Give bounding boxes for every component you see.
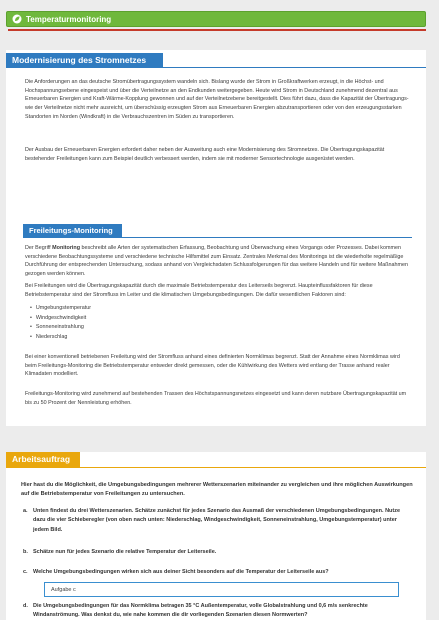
task-c: [23, 568, 409, 577]
factor-list: [30, 304, 91, 342]
term-monitoring: Monitoring: [52, 245, 81, 251]
list-item: • Niederschlag: [30, 333, 91, 343]
assignment-card: [6, 452, 426, 620]
section-heading-modernisierung: Modernisierung des Stromnetzes: [6, 53, 163, 67]
app-header-bar: [6, 11, 426, 27]
paragraph: Freileitungs-Monitoring wird zunehmend auf bestehenden Trassen des Höchstspannungsnetzes eingesetzt und kann deren nutzbare Übertragungskapazität um bis zu 50 Prozent der Nennleistung erhöhen.: [25, 391, 407, 406]
task-b: [23, 548, 409, 557]
leaf-icon: [12, 14, 22, 24]
assignment-intro: Hier hast du die Möglichkeit, die Umgebungsbedingungen mehrerer Wetterszenarien miteinander zu vergleichen und ihre möglichen Auswirkungen auf die Betriebstemperatur von Freileitungen zu untersuchen.: [21, 482, 413, 497]
task-label: c.: [23, 569, 28, 575]
list-item: • Umgebungstemperatur: [30, 304, 91, 314]
paragraph: Bei Freileitungen wird die Übertragungskapazität durch die maximale Betriebstemperatur des Leiterseils begrenzt. Haupteinflussfaktoren für diese Betriebstemperatur sind der Stromfluss im Leiter und die klimatischen Umgebungsbedingungen. Die dafür wesentlichen Faktoren sind:: [25, 283, 373, 298]
task-d: [23, 602, 409, 620]
list-item: • Sonneneinstrahlung: [30, 323, 91, 333]
list-item: • Windgeschwindigkeit: [30, 314, 91, 324]
section-heading-arbeitsauftrag: Arbeitsauftrag: [6, 452, 80, 467]
task-label: d.: [23, 603, 28, 609]
info-card: [6, 50, 426, 426]
paragraph: [25, 244, 409, 279]
task-text: Schätze nun für jedes Szenario die relative Temperatur der Leiterseile.: [33, 549, 217, 555]
task-text: Die Umgebungsbedingungen für das Normklima betragen 35 °C Außentemperatur, volle Globalstrahlung und 0,6 m/s senkrechte Windanströmung. Was denkst du, wie nahe kommen die dir vorliegenden Szenarien diesen Normwerten?: [33, 603, 368, 619]
header-accent-line: [8, 29, 426, 31]
divider: [6, 467, 426, 468]
paragraph-text: Der Begriff: [25, 245, 53, 251]
paragraph: Bei einer konventionell betriebenen Freileitung wird der Stromfluss anhand eines definierten Normklimas begrenzt. Statt der Annahme eines Normklimas wird beim Freileitungs-Monitoring die Betriebstemperatur entweder direkt gemessen, oder die Kühlwirkung des Wetters wird entlang der Trasse anhand realer Klimadaten modelliert.: [25, 354, 400, 378]
app-title: Temperaturmonitoring: [26, 14, 112, 24]
paragraph-text: beschreibt alle Arten der systematischen Erfassung, Beobachtung und Überwachung eines Vorgangs oder Prozesses. Dabei kommen verschiedene Beobachtungssysteme und verschiedene technische Hilfsmittel zum Einsatz. Zentrales Merkmal des Monitorings ist die wiederholte regelmäßige Durchführung der entsprechenden Untersuchung, sodass anhand von Vergleichsdaten Schlussfolgerungen für das weitere Handeln und für weitere Maßnahmen gezogen werden können.: [25, 245, 408, 278]
paragraph: Die Anforderungen an das deutsche Stromübertragungssystem wandeln sich. Bislang wurde der Strom in Großkraftwerken erzeugt, in die Höchst- und Hochspannungsebene eingespeist und über die Verteilnetze an den Endkunden weitergegeben. Heute wird Strom in Deutschland zunehmend dezentral aus Erneuerbaren Energien und Kraft-Wärme-Kopplung gewonnen und auf der Verteilnetzebene bereitgestellt. Dies führt dazu, dass die Kapazität der Übertragungs- wie der Verteilnetze nicht mehr ausreicht, um überschüssig erzeugten Strom aus Erneuerbaren Energien abzutransportieren oder von den erzeugungsstarken Standorten im Norden (Windkraft) in die Verbrauchszentren im Süden zu transportieren.: [25, 79, 409, 120]
paragraph: Der Ausbau der Erneuerbaren Energien erfordert daher neben der Ausweitung auch eine Modernisierung des Stromnetzes. Die Übertragungskapazität bestehender Freileitungen kann zum Beispiel deutlich verbessert werden, indem sie mit moderner Sensortechnologie ausgerüstet werden.: [25, 147, 385, 162]
answer-c-input[interactable]: [44, 582, 399, 597]
task-label: b.: [23, 549, 28, 555]
section-heading-freileitungs-monitoring: Freileitungs-Monitoring: [23, 224, 122, 237]
divider: [6, 67, 426, 68]
task-label: a.: [23, 508, 28, 514]
divider: [23, 237, 412, 238]
task-text: Welche Umgebungsbedingungen wirken sich aus deiner Sicht besonders auf die Temperatur der Leiterseile aus?: [33, 569, 329, 575]
task-a: [23, 507, 409, 535]
task-text: Unten findest du drei Wetterszenarien. Schätze zunächst für jedes Szenario das Ausmaß der verschiedenen Umgebungsbedingungen. Nutze dazu die vier Schieberegler (von oben nach unten: Niederschlag, Windgeschwindigkeit, Sonneneinstrahlung, Umgebungstemperatur) unter jedem Bild.: [33, 508, 401, 533]
